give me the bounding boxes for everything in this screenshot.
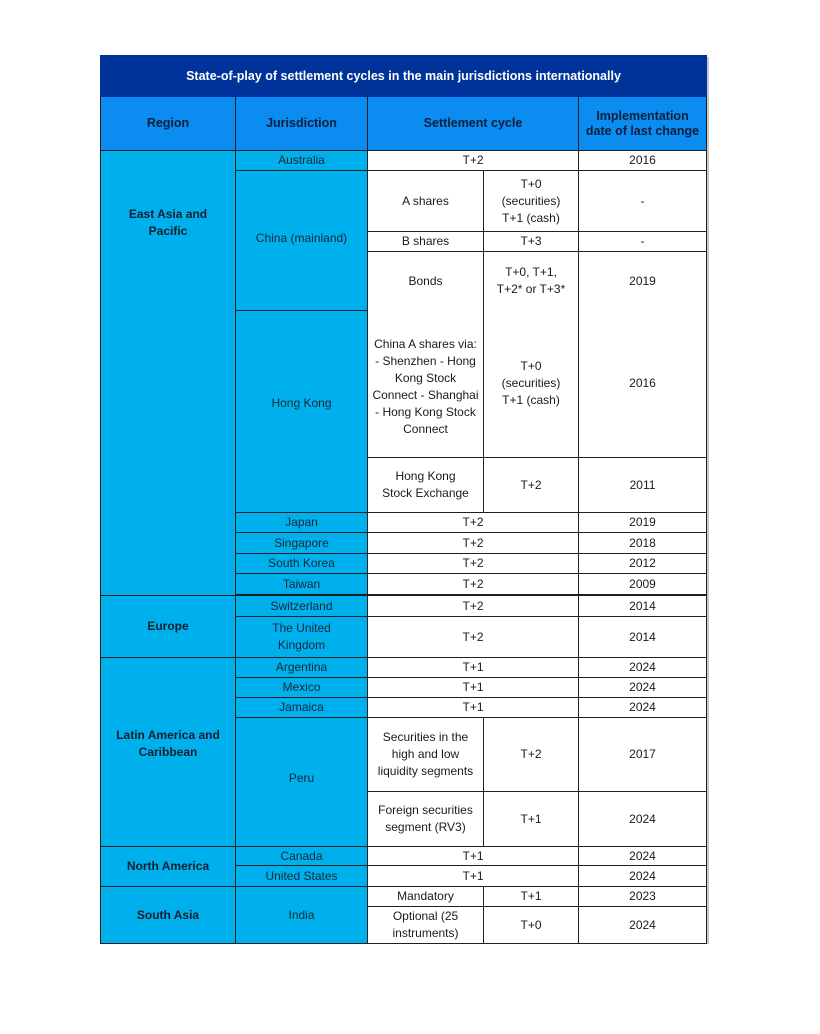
jurisdiction-uk: The United Kingdom <box>236 617 368 658</box>
date-united-states: 2024 <box>579 866 707 887</box>
jurisdiction-taiwan: Taiwan <box>236 574 368 595</box>
header-implementation-date: Implementation date of last change <box>579 97 707 151</box>
peru-liquidity-label: Securities in the high and low liquidity segments <box>368 718 484 792</box>
jurisdiction-china: China (mainland) <box>236 171 368 311</box>
settlement-cycles-table <box>100 55 707 944</box>
hk-connect-date: 2016 <box>579 311 707 458</box>
header-jurisdiction: Jurisdiction <box>236 97 368 151</box>
cycle-jamaica: T+1 <box>368 698 579 718</box>
cycle-switzerland: T+2 <box>368 596 579 617</box>
jurisdiction-argentina: Argentina <box>236 658 368 678</box>
china-a-shares-label: A shares <box>368 171 484 232</box>
date-canada: 2024 <box>579 847 707 866</box>
jurisdiction-united-states: United States <box>236 866 368 887</box>
india-optional-cycle: T+0 <box>484 907 579 944</box>
china-bonds-label: Bonds <box>368 252 484 311</box>
cycle-japan: T+2 <box>368 513 579 533</box>
cycle-canada: T+1 <box>368 847 579 866</box>
hk-exchange-date: 2011 <box>579 458 707 513</box>
date-singapore: 2018 <box>579 533 707 554</box>
cycle-uk: T+2 <box>368 617 579 658</box>
table-row <box>101 887 707 907</box>
date-japan: 2019 <box>579 513 707 533</box>
china-bonds-date: 2019 <box>579 252 707 311</box>
jurisdiction-switzerland: Switzerland <box>236 596 368 617</box>
region-south-asia: South Asia <box>101 887 236 944</box>
india-mandatory-cycle: T+1 <box>484 887 579 907</box>
jurisdiction-mexico: Mexico <box>236 678 368 698</box>
cycle-argentina: T+1 <box>368 658 579 678</box>
date-australia: 2016 <box>579 151 707 171</box>
table-row <box>101 847 707 866</box>
date-jamaica: 2024 <box>579 698 707 718</box>
jurisdiction-japan: Japan <box>236 513 368 533</box>
region-north-america: North America <box>101 847 236 887</box>
cycle-singapore: T+2 <box>368 533 579 554</box>
table-row <box>101 151 707 171</box>
china-bonds-cycle: T+0, T+1, T+2* or T+3* <box>484 252 579 311</box>
header-region: Region <box>101 97 236 151</box>
header-settlement-cycle: Settlement cycle <box>368 97 579 151</box>
cycle-mexico: T+1 <box>368 678 579 698</box>
jurisdiction-singapore: Singapore <box>236 533 368 554</box>
peru-foreign-cycle: T+1 <box>484 792 579 847</box>
table-row <box>101 596 707 617</box>
jurisdiction-peru: Peru <box>236 718 368 847</box>
hk-exchange-label: Hong Kong Stock Exchange <box>368 458 484 513</box>
jurisdiction-india: India <box>236 887 368 944</box>
china-b-shares-label: B shares <box>368 232 484 252</box>
cycle-united-states: T+1 <box>368 866 579 887</box>
china-b-shares-cycle: T+3 <box>484 232 579 252</box>
region-latin-america: Latin America and Caribbean <box>101 658 236 847</box>
jurisdiction-canada: Canada <box>236 847 368 866</box>
cycle-australia: T+2 <box>368 151 579 171</box>
china-a-shares-date: - <box>579 171 707 232</box>
peru-foreign-date: 2024 <box>579 792 707 847</box>
hk-connect-cycle: T+0 (securities) T+1 (cash) <box>484 311 579 458</box>
jurisdiction-australia: Australia <box>236 151 368 171</box>
india-mandatory-label: Mandatory <box>368 887 484 907</box>
date-uk: 2014 <box>579 617 707 658</box>
peru-liquidity-cycle: T+2 <box>484 718 579 792</box>
cycle-south-korea: T+2 <box>368 554 579 574</box>
china-b-shares-date: - <box>579 232 707 252</box>
cycle-taiwan: T+2 <box>368 574 579 595</box>
table-row <box>101 658 707 678</box>
jurisdiction-jamaica: Jamaica <box>236 698 368 718</box>
date-mexico: 2024 <box>579 678 707 698</box>
india-optional-label: Optional (25 instruments) <box>368 907 484 944</box>
hk-connect-label: China A shares via: - Shenzhen - Hong Kong Stock Connect - Shanghai - Hong Kong Stock Connect <box>368 311 484 458</box>
date-argentina: 2024 <box>579 658 707 678</box>
date-switzerland: 2014 <box>579 596 707 617</box>
region-east-asia-pacific: East Asia and Pacific <box>101 151 236 596</box>
india-optional-date: 2024 <box>579 907 707 944</box>
jurisdiction-south-korea: South Korea <box>236 554 368 574</box>
peru-foreign-label: Foreign securities segment (RV3) <box>368 792 484 847</box>
table-title: State-of-play of settlement cycles in the main jurisdictions internationally <box>101 56 707 97</box>
region-europe: Europe <box>101 596 236 658</box>
jurisdiction-hong-kong: Hong Kong <box>236 311 368 513</box>
peru-liquidity-date: 2017 <box>579 718 707 792</box>
date-south-korea: 2012 <box>579 554 707 574</box>
hk-exchange-cycle: T+2 <box>484 458 579 513</box>
date-taiwan: 2009 <box>579 574 707 595</box>
settlement-table-container <box>100 55 706 944</box>
china-a-shares-cycle: T+0 (securities) T+1 (cash) <box>484 171 579 232</box>
india-mandatory-date: 2023 <box>579 887 707 907</box>
